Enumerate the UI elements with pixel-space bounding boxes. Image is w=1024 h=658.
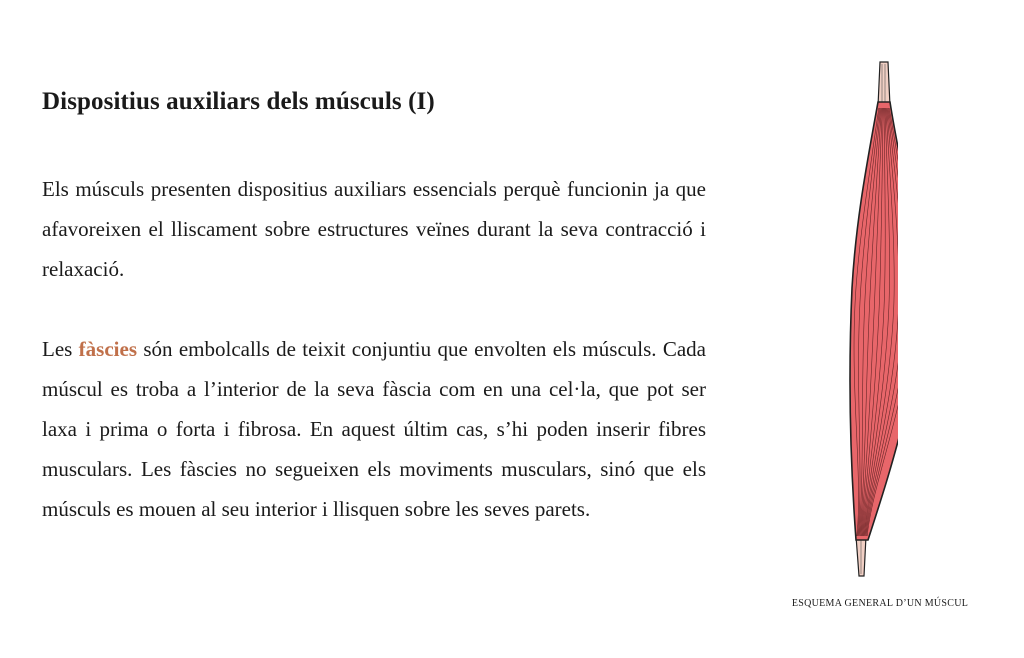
- fascia-paragraph-rest: són embolcalls de teixit conjuntiu que envolten els músculs. Cada múscul es troba a l’interior de la seva fàscia com en una cel·la, que pot ser laxa i prima o forta i fibrosa. En aquest últim cas, s’hi poden inserir fibres musculars. Les fàscies no segueixen els moviments musculars, sinó que els músculs es mouen al seu interior i llisquen sobre les seves parets.: [42, 337, 707, 521]
- intro-paragraph: Els músculs presenten dispositius auxiliars essencials perquè funcionin ja que afavoreixen el lliscament sobre estructures veïnes durant la seva contracció i relaxació.: [42, 177, 706, 281]
- upper-tendon: [878, 62, 890, 106]
- muscle-illustration: [838, 58, 898, 580]
- fascia-term: fàscies: [78, 337, 137, 361]
- fascia-paragraph-start: Les: [42, 337, 79, 361]
- fascia-paragraph: [42, 329, 706, 529]
- figure-caption: ESQUEMA GENERAL D’UN MÚSCUL: [791, 598, 969, 609]
- page-title: Dispositius auxiliars dels músculs (I): [42, 88, 435, 115]
- muscle-diagram-icon: [838, 58, 898, 580]
